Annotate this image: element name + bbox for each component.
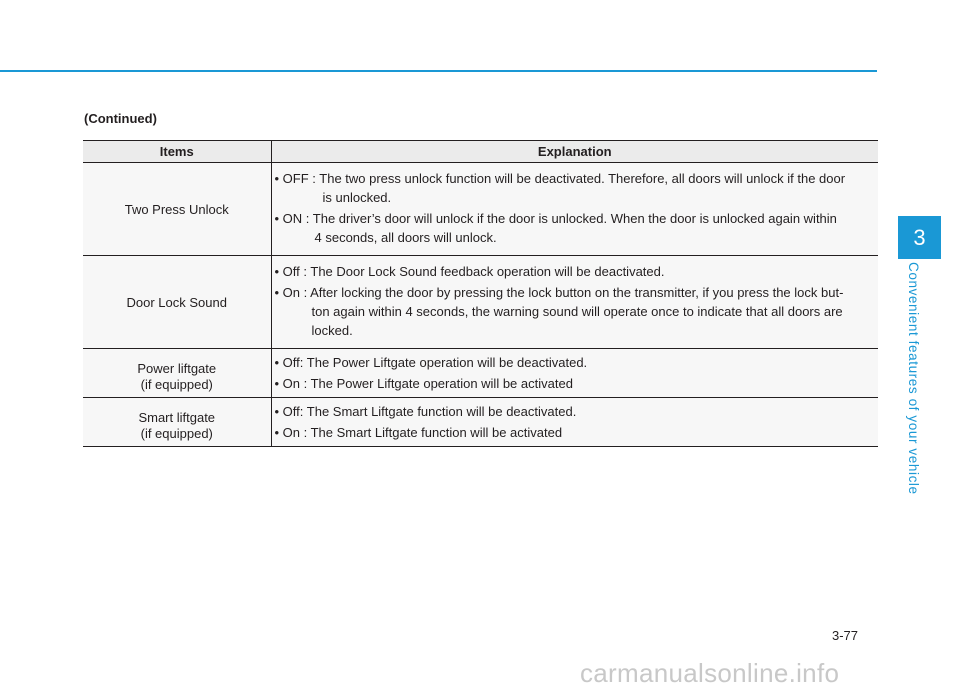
continued-label: (Continued) <box>84 111 157 126</box>
explanation-cell <box>271 398 878 447</box>
explanation-line <box>275 209 877 247</box>
item-cell <box>83 349 271 398</box>
explanation-line <box>275 353 877 372</box>
top-rule <box>0 70 877 72</box>
option-text: The Door Lock Sound feedback operation will be deactivated. <box>307 264 665 279</box>
item-name: Smart liftgate <box>138 409 216 425</box>
explanation-line <box>275 262 877 281</box>
chapter-title: Convenient features of your vehicle <box>906 262 921 495</box>
option-text-continued: locked. <box>311 323 353 338</box>
table-row <box>83 398 878 447</box>
option-text-continued: ton again within 4 seconds, the warning sound will operate once to indicate that all doors are <box>311 304 843 319</box>
option-text: The two press unlock function will be deactivated. Therefore, all doors will unlock if the door <box>315 171 846 186</box>
option-label: • Off : <box>274 264 307 279</box>
table-header-row <box>83 141 878 163</box>
option-text-continued: 4 seconds, all doors will unlock. <box>314 230 497 245</box>
item-cell <box>83 398 271 447</box>
item-cell <box>83 163 271 256</box>
item-qualifier: (if equipped) <box>140 376 213 392</box>
option-label: • ON : <box>274 211 310 226</box>
table-row <box>83 163 878 256</box>
option-label: • Off: <box>274 355 304 370</box>
table-row <box>83 256 878 349</box>
option-label: • Off: <box>274 404 304 419</box>
item-qualifier: (if equipped) <box>140 425 213 441</box>
explanation-line <box>275 374 877 393</box>
explanation-cell <box>271 349 878 398</box>
explanation-cell <box>271 256 878 349</box>
explanation-line <box>275 402 877 421</box>
item-name: Door Lock Sound <box>126 294 227 310</box>
table-row <box>83 349 878 398</box>
item-name: Two Press Unlock <box>124 201 229 217</box>
option-text: After locking the door by pressing the lock button on the transmitter, if you press the lock but- <box>307 285 844 300</box>
item-name: Power liftgate <box>137 360 217 376</box>
explanation-line <box>275 423 877 442</box>
option-label: • On : <box>274 285 308 300</box>
option-label: • On : <box>274 376 308 391</box>
column-header-explanation: Explanation <box>271 141 878 163</box>
explanation-cell <box>271 163 878 256</box>
column-header-items: Items <box>83 141 271 163</box>
option-label: • OFF : <box>274 171 316 186</box>
settings-table <box>83 140 878 447</box>
option-text: The Smart Liftgate function will be activated <box>307 425 563 440</box>
chapter-number: 3 <box>913 225 926 250</box>
option-text-continued: is unlocked. <box>322 190 392 205</box>
option-text: The Smart Liftgate function will be deactivated. <box>303 404 577 419</box>
option-label: • On : <box>274 425 308 440</box>
explanation-line <box>275 283 877 340</box>
option-text: The Power Liftgate operation will be activated <box>307 376 573 391</box>
option-text: The driver’s door will unlock if the door is unlocked. When the door is unlocked again within <box>309 211 837 226</box>
option-text: The Power Liftgate operation will be deactivated. <box>303 355 588 370</box>
chapter-tab <box>898 216 941 259</box>
item-cell <box>83 256 271 349</box>
page-number: 3-77 <box>832 628 859 643</box>
explanation-line <box>275 169 877 207</box>
watermark: carmanualsonline.info <box>580 658 840 688</box>
